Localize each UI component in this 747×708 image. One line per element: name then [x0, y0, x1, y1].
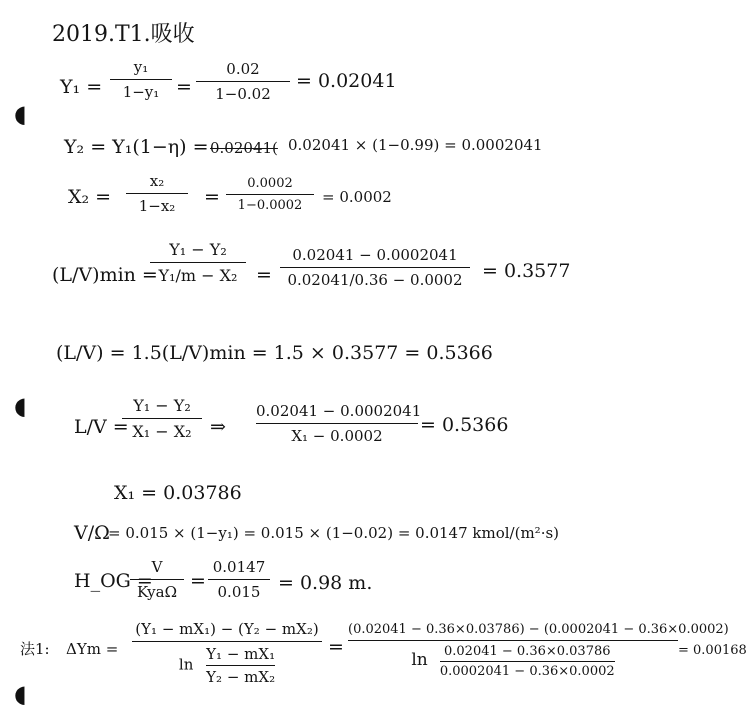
lv-line: (L/V) = 1.5(L/V)min = 1.5 × 0.3577 = 0.5366 — [56, 342, 493, 364]
ln-argument — [440, 644, 615, 679]
ln-arg-denominator: Y₂ − mX₂ — [206, 668, 276, 686]
equals-sign: = — [204, 186, 220, 208]
fraction-numerator: V — [151, 558, 163, 576]
y1-fraction-1 — [110, 58, 172, 101]
fraction-denominator: 1−x₂ — [138, 197, 176, 215]
lv-min-fraction-2 — [280, 246, 470, 289]
hog-fraction-1 — [130, 558, 184, 601]
y2-lhs: Y₂ = Y₁(1−η) = — [64, 136, 209, 158]
equals-sign: = — [328, 636, 344, 658]
fraction-numerator: (Y₁ − mX₁) − (Y₂ − mX₂) — [135, 620, 319, 638]
heading: 2019.T1.吸收 — [52, 22, 195, 47]
ln-argument — [206, 645, 275, 686]
fraction-numerator: 0.02041 − 0.0002041 — [292, 246, 458, 264]
ln-arg-numerator: Y₁ − mX₁ — [206, 645, 276, 663]
binder-hole-icon: ◖ — [14, 100, 27, 128]
fraction-numerator: 0.0002 — [247, 176, 293, 191]
y2-rhs: 0.02041 × (1−0.99) = 0.0002041 — [288, 136, 543, 154]
lv-eq-fraction-2 — [256, 402, 422, 445]
fraction-bar — [196, 81, 290, 82]
hog-lhs: H_OG = — [74, 570, 153, 592]
ln-arg-numerator: 0.02041 − 0.36×0.03786 — [444, 644, 611, 659]
hog-fraction-2 — [208, 558, 270, 601]
equals-sign: = — [190, 570, 206, 592]
fraction-bar — [226, 194, 314, 195]
binder-hole-icon: ◖ — [14, 680, 27, 708]
fraction-numerator: x₂ — [149, 172, 165, 190]
lv-eq-fraction-1 — [122, 396, 202, 441]
fraction-numerator: y₁ — [133, 58, 149, 76]
x2-result: = 0.0002 — [322, 188, 392, 206]
fraction-numerator: 0.0147 — [212, 558, 266, 576]
equals-sign: = — [256, 264, 272, 286]
implies-arrow: ⇒ — [210, 416, 226, 438]
fraction-numerator: Y₁ − Y₂ — [133, 396, 191, 415]
ln-symbol: ln — [178, 655, 194, 674]
fraction-denominator: KyaΩ — [136, 583, 178, 601]
x1-line: X₁ = 0.03786 — [114, 482, 242, 504]
lv-eq-lhs: L/V = — [74, 416, 129, 438]
fraction-bar — [132, 641, 322, 642]
fraction-numerator: 0.02 — [226, 60, 260, 78]
v-omega-lhs: V/Ω — [74, 522, 110, 544]
fraction-bar — [348, 640, 678, 641]
fraction-bar — [150, 262, 246, 263]
fraction-denominator: X₁ − X₂ — [132, 422, 192, 441]
y1-result: = 0.02041 — [296, 70, 397, 92]
lv-min-lhs: (L/V)min = — [52, 264, 158, 286]
fraction-denominator — [348, 644, 678, 679]
ln-symbol: ln — [411, 650, 428, 670]
fraction-bar — [208, 579, 270, 580]
fraction-bar — [280, 267, 470, 268]
method1-lhs: ΔYm = — [66, 640, 119, 658]
fraction-bar — [440, 661, 615, 662]
fraction-bar — [130, 579, 184, 580]
fraction-numerator: 0.02041 − 0.0002041 — [256, 402, 422, 420]
y2-struck-text: 0.02041( — [210, 139, 278, 157]
fraction-denominator: 1−0.0002 — [237, 198, 303, 213]
method1-result: = 0.00168 — [678, 643, 747, 658]
fraction-denominator: 1−y₁ — [122, 83, 160, 101]
fraction-bar — [110, 79, 172, 80]
method1-fraction-1 — [132, 620, 322, 686]
fraction-denominator: 0.02041/0.36 − 0.0002 — [287, 271, 463, 289]
x2-fraction-2 — [226, 176, 314, 213]
fraction-bar — [256, 423, 418, 424]
x2-lhs: X₂ = — [68, 186, 112, 208]
fraction-denominator: Y₁/m − X₂ — [158, 266, 238, 285]
fraction-bar — [122, 418, 202, 419]
v-omega-line: = 0.015 × (1−y₁) = 0.015 × (1−0.02) = 0.0147 kmol/(m²·s) — [108, 524, 560, 542]
lv-min-fraction-1 — [150, 240, 246, 285]
fraction-bar — [126, 193, 188, 194]
fraction-denominator: 0.015 — [217, 583, 261, 601]
ln-arg-denominator: 0.0002041 − 0.36×0.0002 — [439, 664, 615, 679]
method1-label: 法1: — [20, 640, 50, 658]
y1-fraction-2 — [196, 60, 290, 103]
equals-sign: = — [176, 76, 192, 98]
y1-lhs: Y₁ = — [60, 76, 103, 98]
lv-min-result: = 0.3577 — [482, 260, 571, 282]
lv-eq-result: = 0.5366 — [420, 414, 509, 436]
fraction-denominator: 1−0.02 — [215, 85, 271, 103]
fraction-numerator: (0.02041 − 0.36×0.03786) − (0.0002041 − 0.36×0.0002) — [348, 622, 729, 637]
hog-result: = 0.98 m. — [278, 572, 373, 594]
fraction-denominator — [132, 645, 322, 686]
x2-fraction-1 — [126, 172, 188, 215]
fraction-bar — [206, 665, 275, 666]
fraction-numerator: Y₁ − Y₂ — [169, 240, 227, 259]
binder-hole-icon: ◖ — [14, 392, 27, 420]
fraction-denominator: X₁ − 0.0002 — [291, 427, 383, 445]
